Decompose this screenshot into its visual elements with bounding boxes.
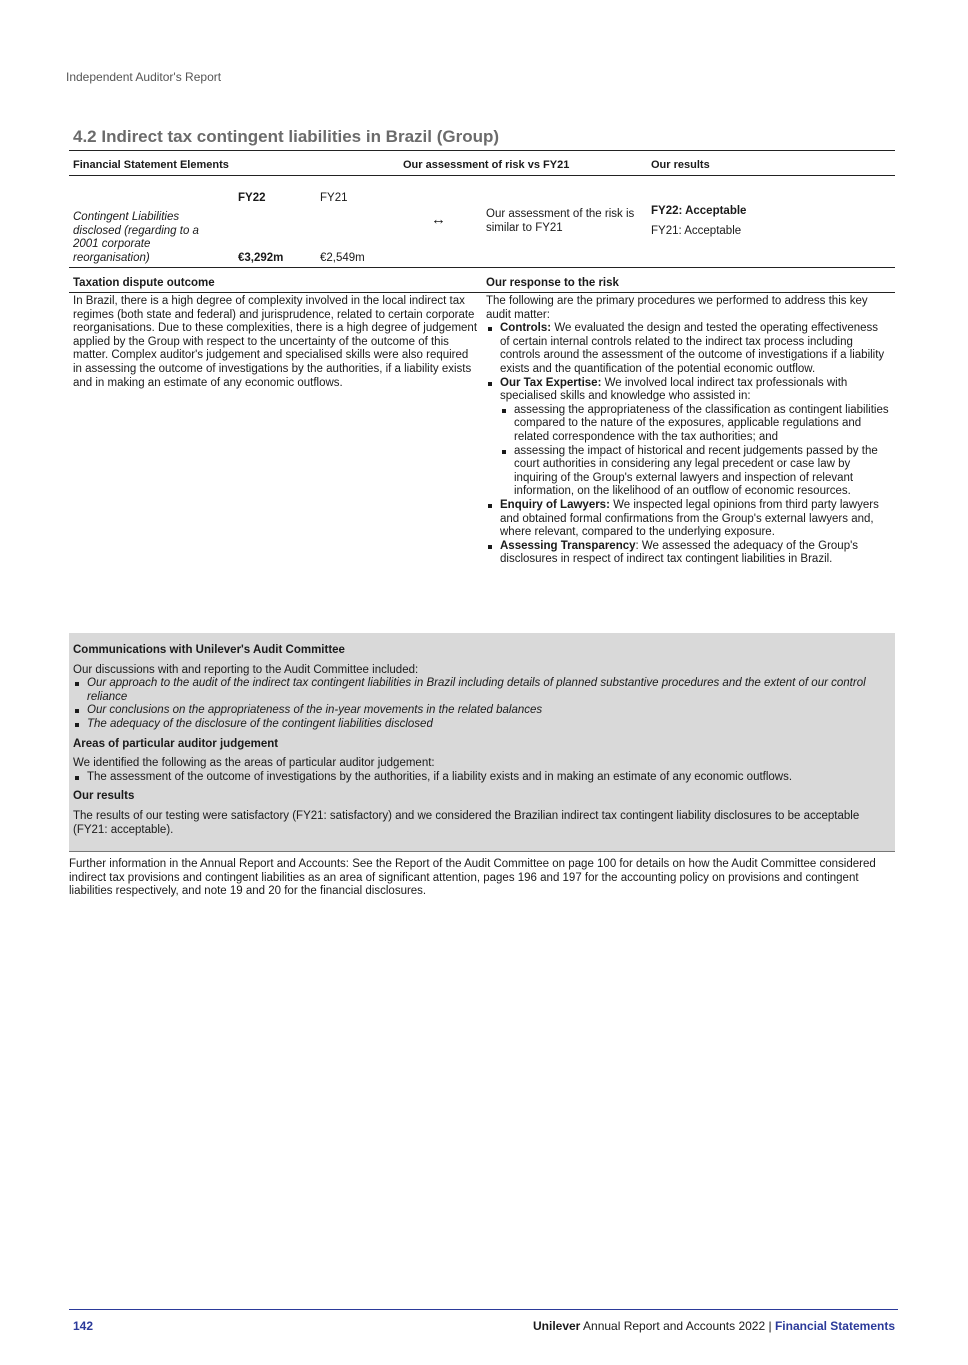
results-title: Our results [73,790,135,803]
transparency-label: Assessing Transparency [500,539,636,552]
dispute-text: In Brazil, there is a high degree of complexity involved in the local indirect tax regimes (both state and federal) and jurisprudence, related to certain corporate reorganisations. Due to these complexities, there is a high degree of judgement applied by the Group with respect to the uncertainty of the outcome of this matter. Complex auditor's judgement and specialised skills were also required in assessing the outcome of investigations by the authorities, if a liability exists and in making an estimate of any economic outflows. [73,295,478,389]
section-title: 4.2 Indirect tax contingent liabilities in Brazil (Group) [73,127,500,146]
dispute-title: Taxation dispute outcome [73,277,215,289]
communications-list [73,677,885,731]
fy22-value: €3,292m [238,252,284,264]
page-number: 142 [73,1319,94,1333]
result-fy22: FY22: Acceptable [651,205,747,217]
communications-title: Communications with Unilever's Audit Committee [73,644,345,656]
elements-rule [69,267,895,268]
judgement-intro: We identified the following as the areas of particular auditor judgement: [73,757,435,770]
list-item [486,322,890,376]
controls-label: Controls: [500,322,552,335]
list-item: The assessment of the outcome of investigations by the authorities, if a liability exists and in making an estimate of any economic outflows. [73,771,885,785]
report-label: Independent Auditor's Report [66,70,222,84]
list-item [486,540,890,567]
list-item: Our conclusions on the appropriateness of the in-year movements in the related balances [73,704,885,718]
expertise-text: We involved local indirect tax professionals with specialised skills and knowledge who assisted in: [500,376,848,403]
response-title: Our response to the risk [486,277,619,289]
col-header-risk: Our assessment of risk vs FY21 [403,159,570,171]
table-top-rule [69,150,895,151]
response-intro: The following are the primary procedures we performed to address this key audit matter: [486,295,868,321]
risk-assessment-text: Our assessment of the risk is similar to FY21 [486,208,635,234]
lawyers-text: We inspected legal opinions from third party lawyers and obtained formal confirmations from the Group's external lawyers and, where relevant, compared to the underlying exposure. [500,498,879,539]
result-fy21: FY21: Acceptable [651,225,742,237]
col-header-results: Our results [651,159,710,171]
lawyers-label: Enquiry of Lawyers: [500,498,610,511]
controls-text: We evaluated the design and tested the operating effectiveness of certain internal controls related to the indirect tax process including controls around the assessment of the outcome of investigations if a liability exists and the quantification of the potential economic outflow. [500,322,885,375]
expertise-label: Our Tax Expertise: [500,376,602,389]
further-information: Further information in the Annual Report and Accounts: See the Report of the Audit Committee on page 100 for details on how the Audit Committee considered indirect tax provisions and contingent liabilities as an area of significant attention, pages 196 and 197 for the accounting policy on provisions and contingent liabilities respectively, and note 19 and 20 for the financial disclosures. [69,858,876,898]
sub-list-item: assessing the appropriateness of the classification as contingent liabilities compared to the nature of the exposures, applicable regulations and related correspondence with the tax authorities; and [500,404,890,445]
fy21-value: €2,549m [320,252,365,264]
list-item: The adequacy of the disclosure of the contingent liabilities disclosed [73,718,885,732]
transparency-text: : We assessed the adequacy of the Group's disclosures in respect of indirect tax contingent liabilities in Brazil. [500,539,859,566]
communications-intro: Our discussions with and reporting to the Audit Committee included: [73,663,419,676]
list-item: Our approach to the audit of the indirect tax contingent liabilities in Brazil including details of planned substantive procedures and the extent of our control reliance [73,677,885,704]
footer-rule [69,1309,898,1310]
fy21-label: FY21 [320,192,348,204]
response-list [486,295,890,567]
col-header-elements: Financial Statement Elements [73,159,229,171]
list-item [486,377,890,499]
judgement-list [73,771,885,785]
sub-list-item: assessing the impact of historical and recent judgements passed by the court authorities in considering any legal precedent or case law by inquiring of the Group's external lawyers and inspection of relevant information, on the likelihood of an outflow of economic resources. [500,445,890,499]
footer-title [533,1319,895,1333]
fy22-label: FY22 [238,192,266,204]
header-rule [69,175,895,176]
communications-panel [69,633,895,852]
footer-report-title: Annual Report and Accounts 2022 | [583,1319,772,1333]
footer-brand: Unilever [532,1319,581,1333]
subheader-rule [69,292,895,293]
element-description: Contingent Liabilities disclosed (regarding to a 2001 corporate reorganisation) [73,211,199,264]
judgement-title: Areas of particular auditor judgement [73,737,279,750]
footer-section-link[interactable]: Financial Statements [774,1319,895,1333]
results-text: The results of our testing were satisfactory (FY21: satisfactory) and we considered the Brazilian indirect tax contingent liability disclosures to be acceptable (FY21: acceptable). [73,809,860,836]
similar-risk-arrow-icon: ↔ [431,211,446,228]
list-item [486,499,890,540]
